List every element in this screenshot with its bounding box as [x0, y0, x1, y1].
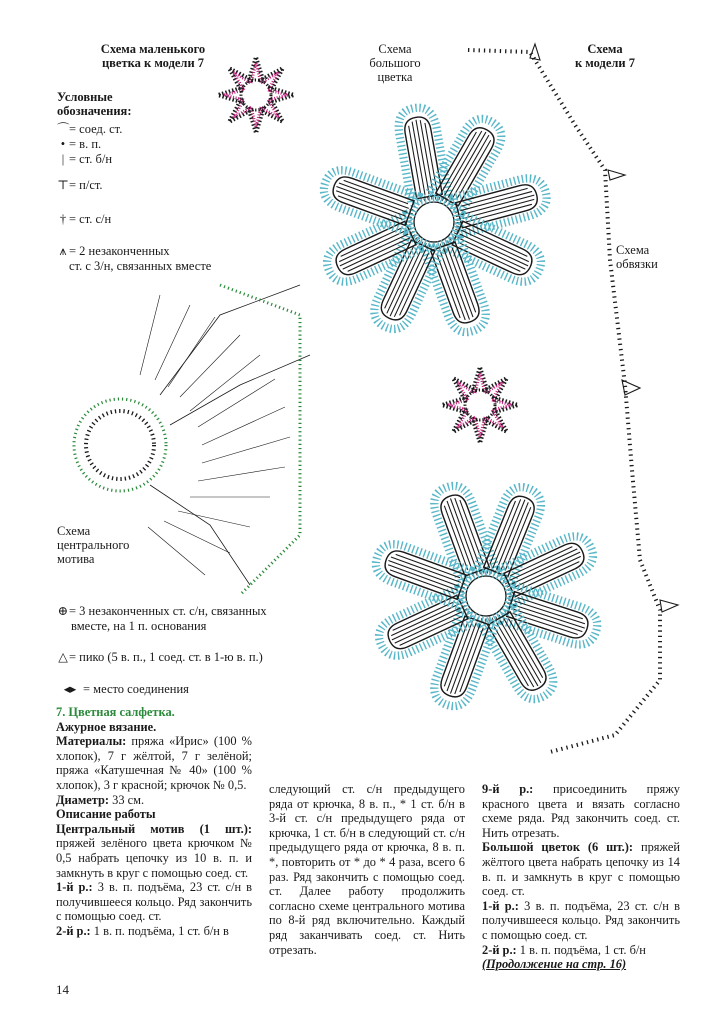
- legend-item: [57, 259, 211, 273]
- model-scheme-label-line: Схема: [587, 42, 623, 56]
- double-crochet-icon: †: [59, 212, 67, 226]
- article-subtitle: Ажурное вязание.: [56, 719, 157, 734]
- row9-label: 9-й р.:: [482, 782, 534, 796]
- row1-text: 3 в. п. подъёма, 23 ст. с/н в получившееся кольцо. Ряд закончить с помощью соед. ст.: [56, 880, 252, 924]
- page-number: 14: [56, 982, 69, 997]
- row1-label: 1-й р.:: [56, 880, 93, 895]
- brow2-paragraph: [482, 943, 680, 958]
- row1-paragraph: [56, 880, 252, 924]
- text-column-1: [56, 705, 252, 939]
- legend-text: = место соединения: [83, 682, 189, 696]
- central-motif-label-line: центрального: [57, 538, 130, 552]
- legend-item: [71, 619, 206, 633]
- big-flower-text-label: Большой цветок (6 шт.):: [482, 840, 634, 855]
- legend-item: [57, 178, 103, 192]
- legend-item: [57, 137, 101, 151]
- legend-text: = 2 незаконченных: [69, 244, 170, 258]
- chain-stitch-icon: •: [60, 137, 66, 151]
- text-column-3: [482, 782, 680, 972]
- diameter-text: 33 см.: [112, 792, 145, 807]
- legend-item: [57, 650, 263, 664]
- single-crochet-icon: |: [61, 152, 65, 166]
- border-scheme-label: [616, 243, 658, 271]
- big-flower-paragraph: [482, 840, 680, 898]
- legend-title-line: Условные: [57, 90, 113, 104]
- big-flower-label-line: Схема: [378, 42, 412, 56]
- cluster-icon: ⩚: [59, 244, 67, 258]
- brow1-label: 1-й р.:: [482, 898, 519, 913]
- motif-label: Центральный мотив (1 шт.):: [56, 821, 252, 836]
- legend-item: [57, 244, 170, 258]
- motif-text: пряжей зелёного цвета крючком № 0,5 набрать цепочку из 10 в. п. и замкнуть в круг с помощью соед. ст.: [56, 836, 252, 880]
- row9-text: присоединить пряжу красного цвета и вязать согласно схеме ряда. Ряд закончить соед. ст. Нить отрезать.: [482, 782, 680, 840]
- work-heading: Описание работы: [56, 807, 156, 822]
- legend-item: [57, 682, 189, 696]
- big-flower-label: [360, 42, 430, 84]
- materials-paragraph: [56, 734, 252, 792]
- legend-text: = ст. б/н: [69, 152, 113, 166]
- big-flower-label-line: цветка: [377, 70, 413, 84]
- slip-stitch-icon: ⌒: [57, 122, 70, 136]
- legend-text: = п/ст.: [69, 178, 103, 192]
- small-flower-label: [93, 42, 213, 70]
- diameter-paragraph: [56, 793, 252, 808]
- motif-paragraph: [56, 822, 252, 880]
- legend-text: = соед. ст.: [69, 122, 123, 136]
- legend-title-line: обозначения:: [57, 104, 132, 118]
- legend-text: = ст. с/н: [69, 212, 112, 226]
- row9-paragraph: [482, 782, 680, 840]
- legend-title: [57, 90, 132, 118]
- picot-icon: △: [58, 650, 68, 664]
- half-double-icon: ⊤: [57, 178, 69, 192]
- legend-text: вместе, на 1 п. основания: [71, 619, 207, 633]
- big-flower-label-line: большого: [369, 56, 421, 70]
- border-scheme-label-line: обвязки: [616, 257, 658, 271]
- legend-item: [57, 122, 122, 136]
- row2-label: 2-й р.:: [56, 923, 91, 938]
- row2-text: 1 в. п. подъёма, 1 ст. б/н в: [93, 923, 229, 938]
- legend-text: = пико (5 в. п., 1 соед. ст. в 1-ю в. п.): [69, 650, 263, 664]
- legend-item: [57, 152, 112, 166]
- legend-text: ст. с 3/н, связанных вместе: [69, 259, 212, 273]
- continued-link[interactable]: (Продолжение на стр. 16): [482, 957, 627, 972]
- model-scheme-label: [565, 42, 645, 70]
- row2-paragraph: [56, 924, 252, 939]
- brow2-label: 2-й р.:: [482, 942, 517, 957]
- border-scheme-label-line: Схема: [616, 243, 650, 257]
- legend-text: = в. п.: [69, 137, 102, 151]
- legend-item: [57, 212, 111, 226]
- materials-label: Материалы:: [56, 734, 127, 749]
- central-motif-label: [57, 524, 129, 566]
- model-scheme-label-line: к модели 7: [574, 56, 636, 70]
- column2-text: следующий ст. с/н предыдущего ряда от крючка, 8 в. п., * 1 ст. б/н в 3-й ст. с/н предыдущего ряда от крючка, 1 ст. б/н в следующий ст. с/н предыдущего ряда от крючка, 8 в. п. *, повторить от * до * 4 раза, всего 6 раз. Ряд закончить с помощью соед. ст. Далее работу продолжить согласно схеме центрального мотива по 8-й ряд включительно. Каждый ряд заканчивать соед. ст. Нить отрезать.: [269, 782, 465, 957]
- three-cluster-icon: ⊕: [57, 604, 69, 618]
- central-motif-label-line: Схема: [57, 524, 91, 538]
- legend-item: [57, 604, 267, 618]
- small-flower-label-line: Схема маленького: [100, 42, 206, 56]
- article-title: 7. Цветная салфетка.: [56, 705, 175, 719]
- join-point-icon: ◂▸: [63, 682, 77, 696]
- big-flower-text: пряжей жёлтого цвета набрать цепочку из 14 в. п. и замкнуть в круг с помощью соед. ст.: [482, 840, 680, 899]
- brow1-paragraph: [482, 899, 680, 943]
- materials-text: пряжа «Ирис» (100 % хлопок), 7 г жёлтой, 7 г зелёной; пряжа «Катушечная № 40» (100 % хлопок), 3 г красной; крючок № 0,5.: [56, 734, 252, 792]
- central-motif-label-line: мотива: [57, 552, 95, 566]
- small-flower-label-line: цветка к модели 7: [101, 56, 205, 70]
- text-column-2: [269, 782, 465, 957]
- brow2-text: 1 в. п. подъёма, 1 ст. б/н: [519, 942, 646, 957]
- diameter-label: Диаметр:: [56, 792, 110, 807]
- brow1-text: 3 в. п. подъёма, 23 ст. с/н в получившееся кольцо. Ряд закончить с помощью соед. ст.: [482, 898, 680, 942]
- legend-text: = 3 незаконченных ст. с/н, связанных: [69, 604, 267, 618]
